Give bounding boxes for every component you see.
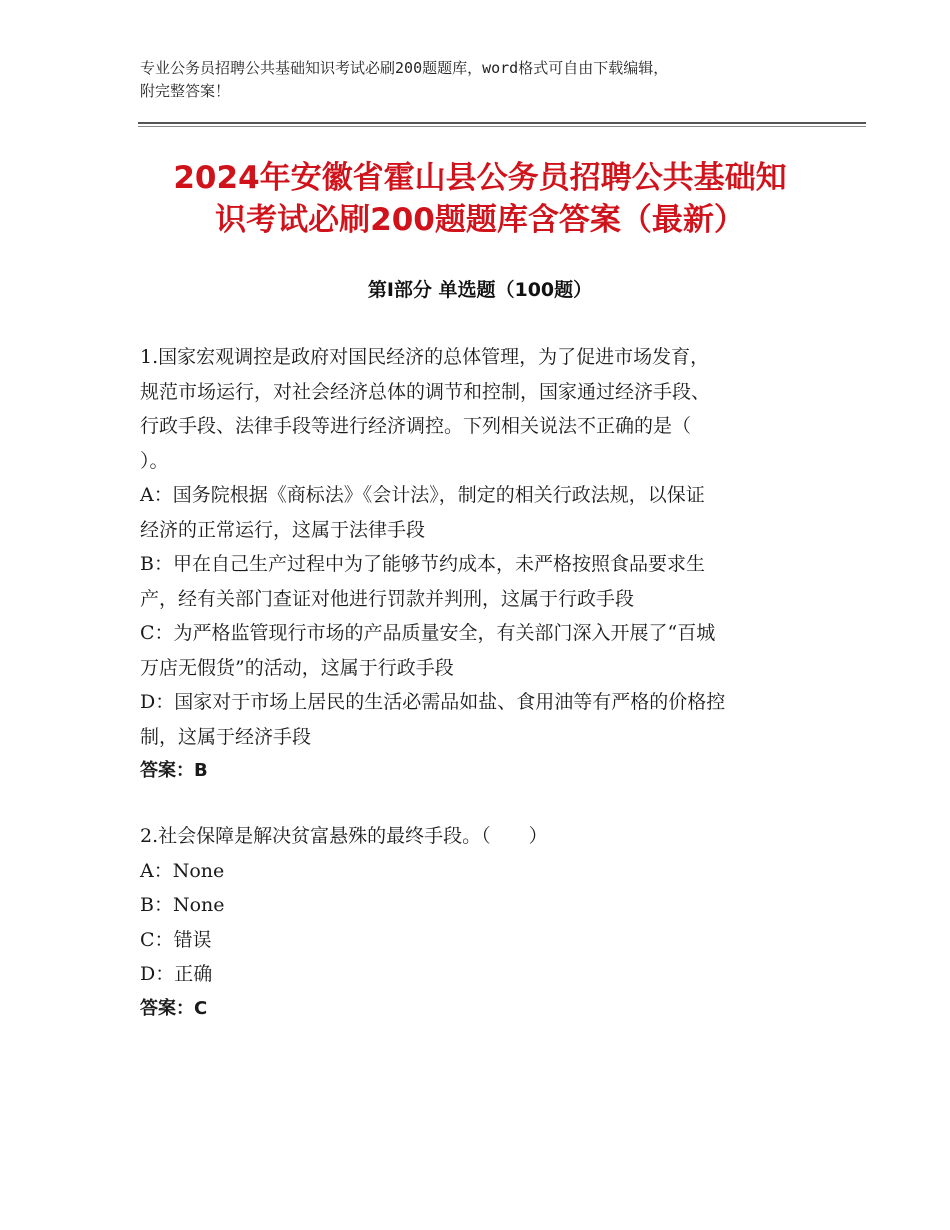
question-1-option-b-cont: 产，经有关部门查证对他进行罚款并判刑，这属于行政手段	[140, 587, 635, 610]
question-1-stem-line: 行政手段、法律手段等进行经济调控。下列相关说法不正确的是（	[140, 415, 692, 437]
header-note-line-2: 附完整答案！	[140, 82, 231, 100]
question-2-option-a: A：None	[140, 859, 225, 882]
question-2-option-b: B：None	[140, 894, 225, 916]
question-1-option-a-cont: 经济的正常运行，这属于法律手段	[140, 518, 426, 541]
question-1-option-d-cont: 制，这属于经济手段	[140, 725, 312, 748]
question-1-stem-line: 规范市场运行，对社会经济总体的调节和控制，国家通过经济手段、	[140, 380, 711, 403]
question-1-option-b: B：甲在自己生产过程中为了能够节约成本，未严格按照食品要求生	[140, 553, 705, 575]
header-divider-thin	[138, 126, 866, 127]
question-2-option-c: C：错误	[140, 928, 212, 951]
question-2	[140, 819, 810, 1026]
question-1-option-d: D：国家对于市场上居民的生活必需品如盐、食用油等有严格的价格控	[140, 691, 726, 713]
document-title-line-1: 2024年安徽省霍山县公务员招聘公共基础知	[173, 160, 787, 196]
question-2-answer: 答案：C	[140, 997, 208, 1019]
header-note-line-1: 专业公务员招聘公共基础知识考试必刷200题题库，word格式可自由下载编辑，	[140, 59, 669, 77]
document-header-note	[140, 57, 840, 103]
question-1-answer: 答案：B	[140, 760, 208, 781]
question-1	[140, 340, 810, 789]
section-heading: 第Ⅰ部分 单选题（100题）	[367, 279, 593, 301]
header-divider	[138, 122, 866, 124]
question-2-option-d: D：正确	[140, 963, 213, 985]
question-1-stem-line: 1.国家宏观调控是政府对国民经济的总体管理，为了促进市场发育，	[140, 346, 710, 368]
question-1-option-c: C：为严格监管现行市场的产品质量安全，有关部门深入开展了“百城	[140, 622, 716, 644]
question-1-option-c-cont: 万店无假货”的活动，这属于行政手段	[140, 656, 454, 679]
question-1-option-a: A：国务院根据《商标法》《会计法》，制定的相关行政法规，以保证	[140, 484, 705, 506]
question-1-stem-line: ）。	[140, 449, 169, 472]
document-title-line-2: 识考试必刷200题题库含答案（最新）	[215, 202, 745, 238]
question-2-stem: 2.社会保障是解决贫富悬殊的最终手段。（ ）	[140, 825, 548, 847]
document-title	[140, 157, 820, 241]
